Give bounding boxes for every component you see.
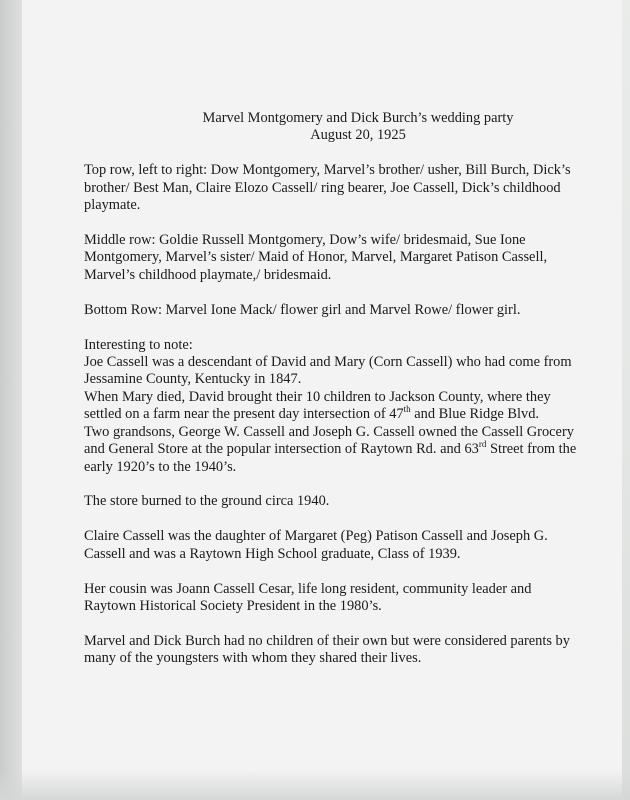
top-row-paragraph: Top row, left to right: Dow Montgomery, Marvel’s brother/ usher, Bill Burch, Dick’s brother/ Best Man, Claire Elozo Cassell/ ring bearer, Joe Cassell, Dick’s childhood playmate. — [84, 162, 571, 214]
mary-superscript: th — [403, 404, 411, 415]
document-body — [84, 110, 584, 668]
claire-paragraph: Claire Cassell was the daughter of Margaret (Peg) Patison Cassell and Joseph G. Cassell and was a Raytown High School graduate, Class of 1939. — [84, 528, 548, 562]
mary-text-end: and Blue Ridge Blvd. — [410, 406, 539, 423]
cousin-paragraph: Her cousin was Joann Cassell Cesar, life long resident, community leader and Raytown Historical Society President in the 1980’s. — [84, 580, 532, 615]
interesting-label: Interesting to note: — [84, 336, 193, 353]
document-date: August 20, 1925 — [310, 127, 406, 144]
joe-cassell-paragraph: Joe Cassell was a descendant of David and Mary (Corn Cassell) who had come from Jessamine County, Kentucky in 1847. — [84, 354, 572, 388]
document-title: Marvel Montgomery and Dick Burch’s wedding party — [202, 110, 514, 126]
grandsons-text: Two grandsons, George W. Cassell and Joseph G. Cassell owned the Cassell Grocery and General Store at the popular intersection of Raytown Rd. and 63 — [84, 423, 574, 458]
grandsons-text-end: Street from the early 1920’s to the 1940’s. — [84, 441, 577, 475]
mary-died-paragraph — [84, 389, 584, 424]
middle-row-paragraph: Middle row: Goldie Russell Montgomery, Dow’s wife/ bridesmaid, Sue Ione Montgomery, Marvel’s sister/ Maid of Honor, Marvel, Margaret Patison Cassell, Marvel’s childhood playmate,/ bridesmaid. — [84, 232, 548, 283]
bottom-shadow — [0, 770, 630, 800]
document-page — [22, 0, 622, 800]
grandsons-paragraph — [84, 424, 584, 476]
closing-paragraph: Marvel and Dick Burch had no children of their own but were considered parents by many of the youngsters with whom they shared their lives. — [84, 632, 570, 667]
store-paragraph: The store burned to the ground circa 1940. — [84, 493, 330, 510]
bottom-row-paragraph: Bottom Row: Marvel Ione Mack/ flower girl and Marvel Rowe/ flower girl. — [84, 301, 521, 318]
grandsons-superscript: rd — [478, 439, 487, 450]
mary-text: When Mary died, David brought their 10 children to Jackson County, where they settled on a farm near the present day intersection of 47 — [84, 388, 551, 423]
